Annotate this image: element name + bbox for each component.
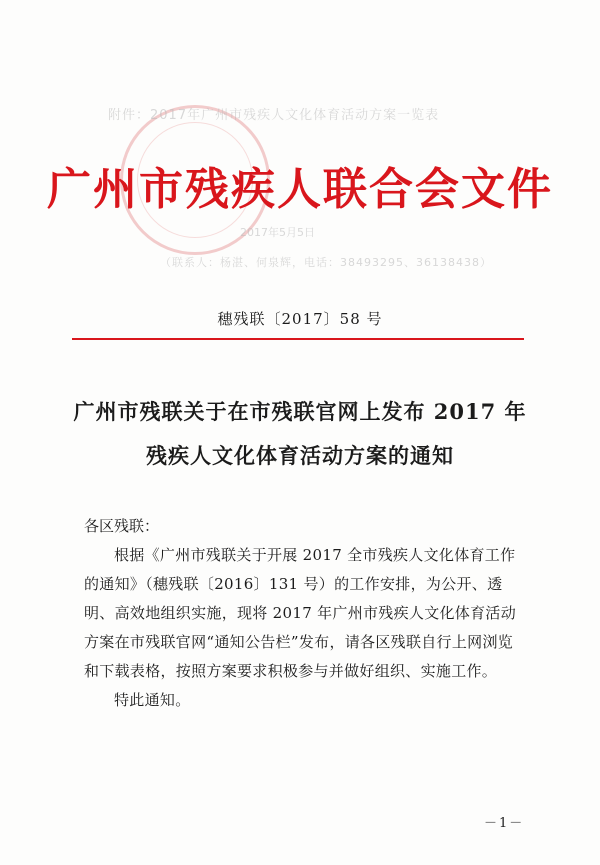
red-divider-line (72, 338, 524, 340)
bleed-through-date-line: 2017年5月5日 (240, 226, 315, 239)
notice-body (84, 541, 526, 715)
salutation: 各区残联： (84, 517, 160, 535)
bleed-through-attachment-line: 附件：2017年广州市残疾人文化体育活动方案一览表 (108, 108, 440, 123)
notice-title (60, 390, 540, 478)
body-paragraph-2: 特此通知。 (114, 691, 191, 709)
notice-title-line-1: 广州市残联关于在市残联官网上发布 2017 年 (73, 399, 527, 424)
document-number: 穗残联〔2017〕58 号 (217, 310, 383, 328)
body-paragraph-1: 根据《广州市残联关于开展 2017 全市残疾人文化体育工作的通知》（穗残联〔2016〕131 号）的工作安排，为公开、透明、高效地组织实施，现将 2017 年广州市残疾人文化体育活动方案在市残联官网“通知公告栏”发布，请各区残联自行上网浏览和下载表格，按照方案要求积极参与并做好组织、实施工作。 (84, 546, 517, 680)
page-number: －1－ (484, 816, 525, 831)
organization-header: 广州市残疾人联合会文件 (47, 164, 553, 215)
bleed-through-contact-line: （联系人：杨湛、何泉辉，电话：38493295、36138438） (160, 256, 492, 269)
notice-title-line-2: 残疾人文化体育活动方案的通知 (146, 443, 454, 468)
